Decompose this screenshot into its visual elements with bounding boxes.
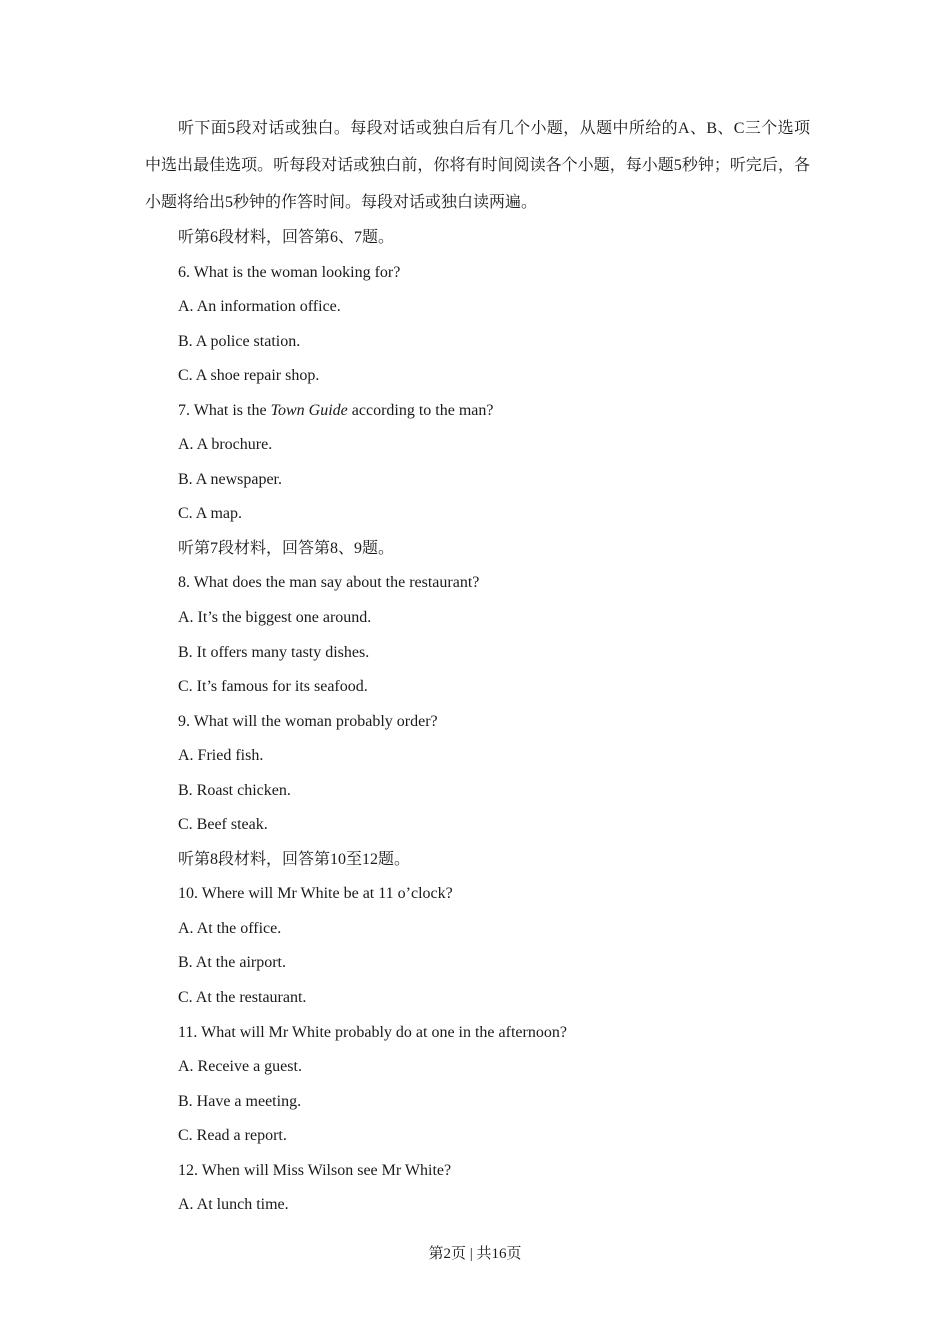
question-10-stem: 10. Where will Mr White be at 11 o’clock? <box>178 885 453 902</box>
question-9-stem: 9. What will the woman probably order? <box>178 713 438 730</box>
question-7-option-a: A. A brochure. <box>178 436 273 453</box>
question-9-option-b: B. Roast chicken. <box>178 782 291 799</box>
question-7-stem <box>178 401 494 421</box>
question-9-option-c: C. Beef steak. <box>178 816 268 833</box>
question-6-option-a: A. An information office. <box>178 298 341 315</box>
question-6-option-b: B. A police station. <box>178 333 301 350</box>
question-7-stem-post: according to the man? <box>347 402 494 419</box>
page-number-footer: 第2页 | 共16页 <box>428 1246 522 1262</box>
question-7-option-c: C. A map. <box>178 505 243 522</box>
question-8-option-b: B. It offers many tasty dishes. <box>178 644 370 661</box>
question-7-option-b: B. A newspaper. <box>178 471 282 488</box>
instructions-paragraph: 听下面5段对话或独白。每段对话或独白后有几个小题，从题中所给的A、B、C三个选项中选出最佳选项。听每段对话或独白前，你将有时间阅读各个小题，每小题5秒钟；听完后，各小题将给出5秒钟的作答时间。每段对话或独白读两遍。 <box>145 120 810 211</box>
question-6-option-c: C. A shoe repair shop. <box>178 367 320 384</box>
question-10-option-b: B. At the airport. <box>178 954 286 971</box>
question-9-option-a: A. Fried fish. <box>178 747 264 764</box>
question-8-stem: 8. What does the man say about the restaurant? <box>178 574 480 591</box>
question-7-stem-title: Town Guide <box>270 402 348 419</box>
section-6-heading: 听第6段材料，回答第6、7题。 <box>178 229 395 246</box>
question-11-option-c: C. Read a report. <box>178 1127 287 1144</box>
question-6-stem: 6. What is the woman looking for? <box>178 264 401 281</box>
section-7-heading: 听第7段材料，回答第8、9题。 <box>178 540 395 557</box>
question-10-option-c: C. At the restaurant. <box>178 989 307 1006</box>
question-7-stem-pre: 7. What is the <box>178 402 271 419</box>
question-11-option-b: B. Have a meeting. <box>178 1093 302 1110</box>
question-11-stem: 11. What will Mr White probably do at one in the afternoon? <box>178 1024 567 1041</box>
question-12-stem: 12. When will Miss Wilson see Mr White? <box>178 1162 452 1179</box>
question-8-option-a: A. It’s the biggest one around. <box>178 609 372 626</box>
question-8-option-c: C. It’s famous for its seafood. <box>178 678 368 695</box>
question-12-option-a: A. At lunch time. <box>178 1196 289 1213</box>
section-8-heading: 听第8段材料，回答第10至12题。 <box>178 851 411 868</box>
question-11-option-a: A. Receive a guest. <box>178 1058 302 1075</box>
question-10-option-a: A. At the office. <box>178 920 282 937</box>
